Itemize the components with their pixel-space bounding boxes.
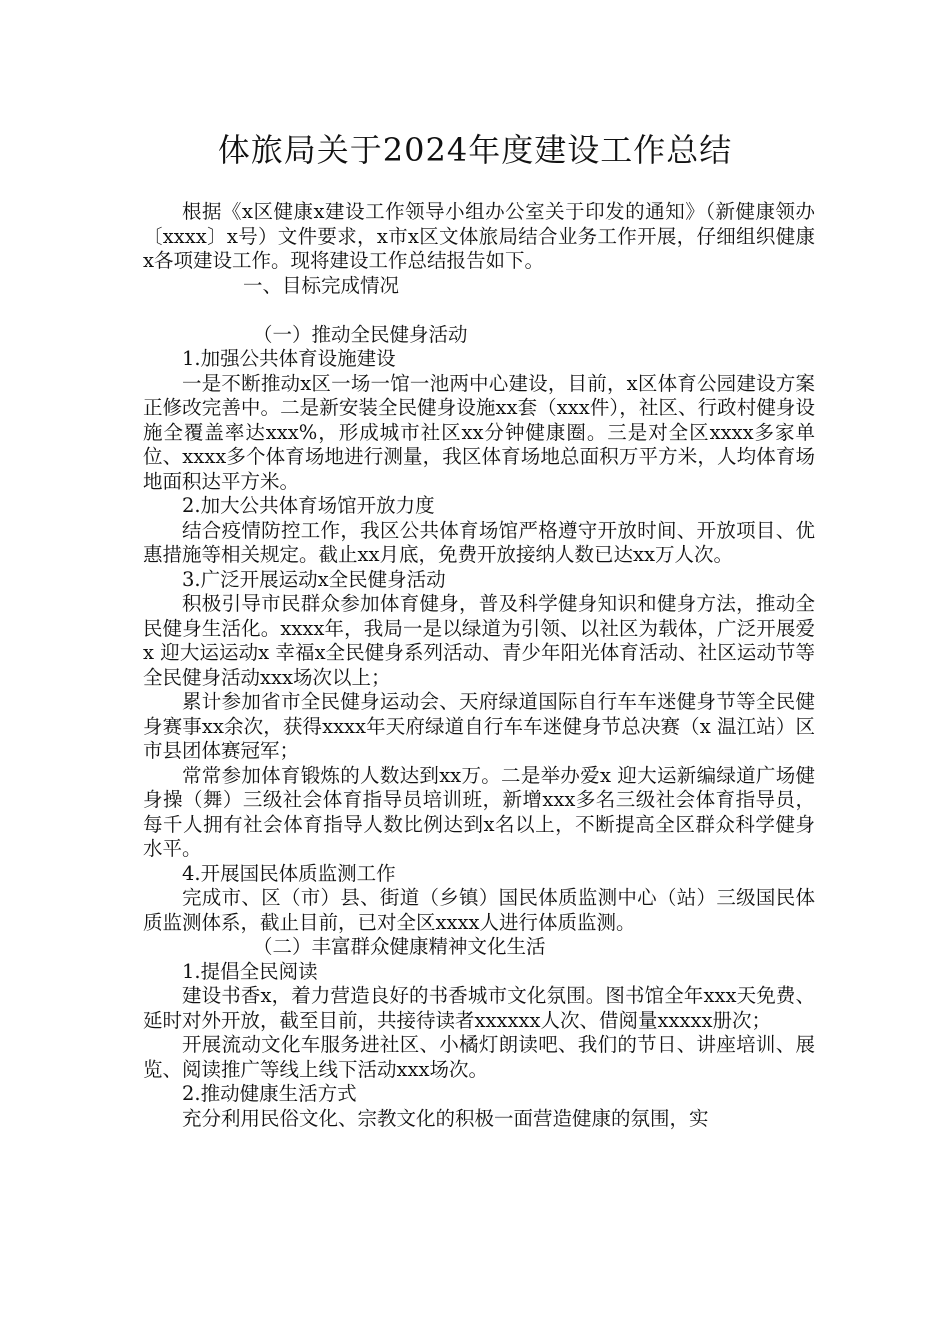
paragraph-activities-1: 积极引导市民群众参加体育健身，普及科学健身知识和健身方法，推动全民健身生活化。xxxx年，我局一是以绿道为引领、以社区为载体，广泛开展爱x 迎大运运动x 幸福x全民健身系列活动、青少年阳光体育活动、社区运动节等全民健身活动xxx场次以上； xyxy=(143,592,815,689)
paragraph-facilities: 一是不断推动x区一场一馆一池两中心建设，目前，x区体育公园建设方案正修改完善中。二是新安装全民健身设施xx套（xxx件），社区、行政村健身设施全覆盖率达xxx%，形成城市社区xx分钟健康圈。三是对全区xxxx多家单位、xxxx多个体育场地进行测量，我区体育场地总面积万平方米，人均体育场地面积达平方米。 xyxy=(143,371,815,493)
paragraph-lifestyle: 充分利用民俗文化、宗教文化的积极一面营造健康的氛围，实 xyxy=(182,1106,709,1130)
paragraph-reading-2: 开展流动文化车服务进社区、小橘灯朗读吧、我们的节日、讲座培训、展览、阅读推广等线上线下活动xxx场次。 xyxy=(143,1033,815,1081)
item-heading-monitoring: 4.开展国民体质监测工作 xyxy=(182,861,396,885)
subsection-heading-fitness: （一）推动全民健身活动 xyxy=(253,322,468,346)
document-body xyxy=(143,200,815,1131)
item-heading-activities: 3.广泛开展运动x全民健身活动 xyxy=(182,567,446,591)
intro-paragraph: 根据《x区健康x建设工作领导小组办公室关于印发的通知》（新健康领办〔xxxx〕x号）文件要求，x市x区文体旅局结合业务工作开展，仔细组织健康x各项建设工作。现将建设工作总结报告如下。 xyxy=(143,200,815,272)
item-heading-venues: 2.加大公共体育场馆开放力度 xyxy=(182,494,435,517)
item-heading-reading: 1.提倡全民阅读 xyxy=(182,959,318,983)
subsection-heading-culture: （二）丰富群众健康精神文化生活 xyxy=(253,935,546,958)
item-heading-facilities: 1.加强公共体育设施建设 xyxy=(182,347,396,370)
blank-line xyxy=(143,298,815,323)
paragraph-reading-1: 建设书香x，着力营造良好的书香城市文化氛围。图书馆全年xxx天免费、延时对外开放，截至目前，共接待读者xxxxxx人次、借阅量xxxxx册次； xyxy=(143,984,815,1032)
section-heading-goals: 一、目标完成情况 xyxy=(243,273,400,297)
paragraph-activities-3: 常常参加体育锻炼的人数达到xx万。二是举办爱x 迎大运新编绿道广场健身操（舞）三级社会体育指导员培训班，新增xxx多名三级社会体育指导员，每千人拥有社会体育指导人数比例达到x名以上，不断提高全区群众科学健身水平。 xyxy=(143,763,815,860)
item-heading-lifestyle: 2.推动健康生活方式 xyxy=(182,1082,357,1105)
document-title: 体旅局关于2024年度建设工作总结 xyxy=(217,131,733,169)
paragraph-activities-2: 累计参加省市全民健身运动会、天府绿道国际自行车车迷健身节等全民健身赛事xx余次，获得xxxx年天府绿道自行车车迷健身节总决赛（x 温江站）区市县团体赛冠军； xyxy=(143,690,815,762)
paragraph-venues: 结合疫情防控工作，我区公共体育场馆严格遵守开放时间、开放项目、优惠措施等相关规定。截止xx月底，免费开放接纳人数已达xx万人次。 xyxy=(143,518,815,566)
paragraph-monitoring: 完成市、区（市）县、街道（乡镇）国民体质监测中心（站）三级国民体质监测体系，截止目前，已对全区xxxx人进行体质监测。 xyxy=(143,886,815,934)
